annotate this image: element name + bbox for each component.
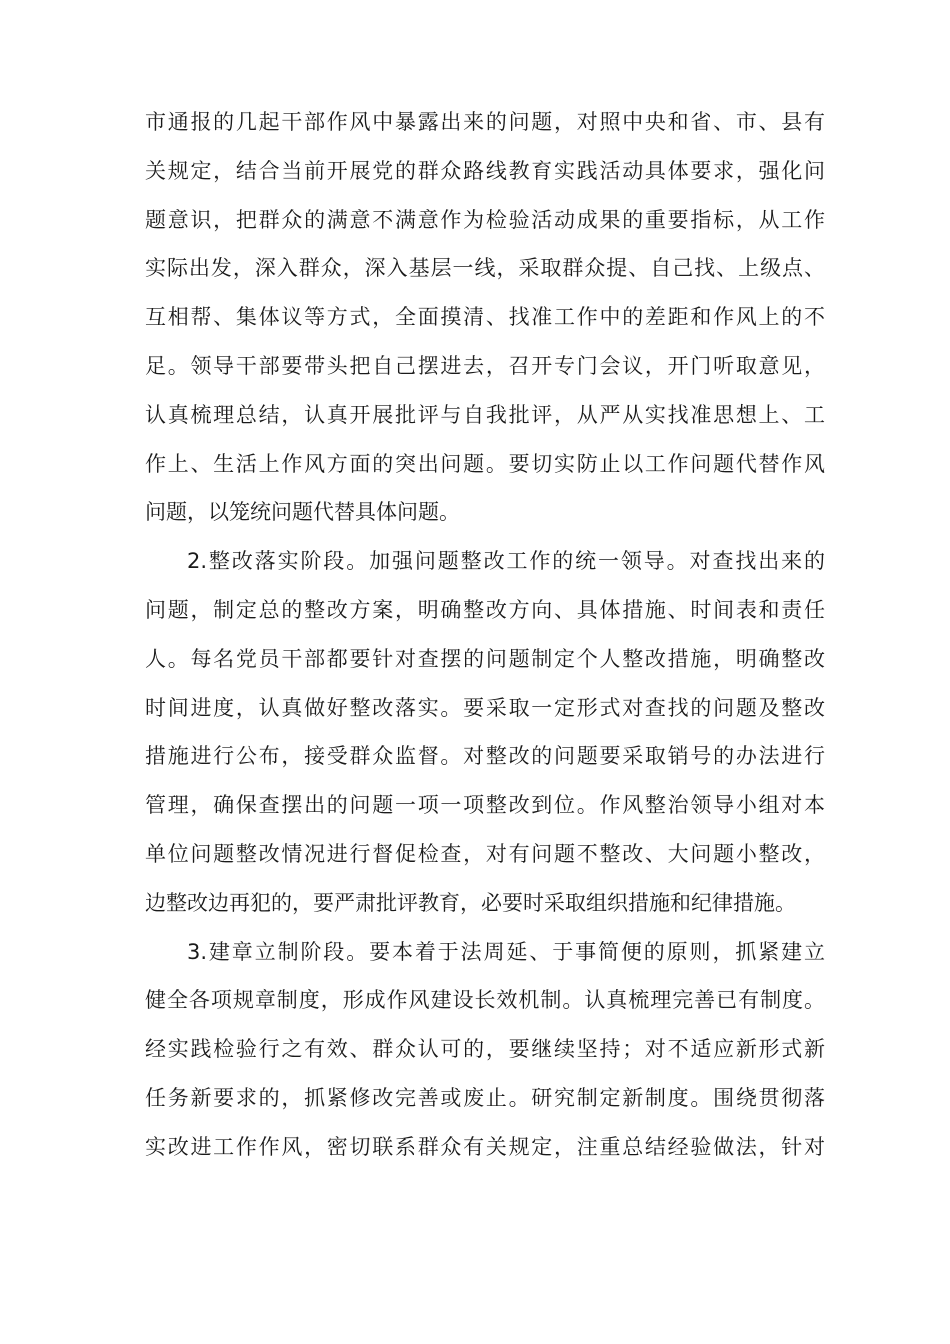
text-line: 关规定，结合当前开展党的群众路线教育实践活动具体要求，强化问 bbox=[145, 158, 825, 183]
text-line: 单位问题整改情况进行督促检查，对有问题不整改、大问题小整改， bbox=[145, 841, 825, 866]
text-line: 边整改边再犯的，要严肃批评教育，必要时采取组织措施和纪律措施。 bbox=[145, 890, 796, 915]
text-line: 管理，确保查摆出的问题一项一项整改到位。作风整治领导小组对本 bbox=[145, 793, 825, 818]
paragraph-1 bbox=[145, 98, 825, 537]
text-line: 2.整改落实阶段。加强问题整改工作的统一领导。对查找出来的 bbox=[187, 549, 825, 574]
paragraph-3 bbox=[145, 928, 825, 1172]
document-body bbox=[145, 98, 825, 1172]
text-line: 措施进行公布，接受群众监督。对整改的问题要采取销号的办法进行 bbox=[145, 744, 825, 769]
text-line: 问题，以笼统问题代替具体问题。 bbox=[145, 500, 460, 525]
text-line: 实改进工作作风，密切联系群众有关规定，注重总结经验做法，针对 bbox=[145, 1134, 825, 1159]
text-line: 足。领导干部要带头把自己摆进去，召开专门会议，开门听取意见， bbox=[145, 353, 825, 378]
text-line: 人。每名党员干部都要针对查摆的问题制定个人整改措施，明确整改 bbox=[145, 646, 825, 671]
text-line: 市通报的几起干部作风中暴露出来的问题，对照中央和省、市、县有 bbox=[145, 110, 825, 134]
text-line: 时间进度，认真做好整改落实。要采取一定形式对查找的问题及整改 bbox=[145, 695, 825, 720]
text-line: 题意识，把群众的满意不满意作为检验活动成果的重要指标，从工作 bbox=[145, 207, 825, 232]
text-line: 认真梳理总结，认真开展批评与自我批评，从严从实找准思想上、工 bbox=[145, 402, 825, 427]
text-line: 问题，制定总的整改方案，明确整改方向、具体措施、时间表和责任 bbox=[145, 597, 825, 622]
paragraph-2 bbox=[145, 537, 825, 927]
text-line: 作上、生活上作风方面的突出问题。要切实防止以工作问题代替作风 bbox=[145, 451, 825, 476]
text-line: 经实践检验行之有效、群众认可的，要继续坚持；对不适应新形式新 bbox=[145, 1037, 825, 1062]
text-line: 健全各项规章制度，形成作风建设长效机制。认真梳理完善已有制度。 bbox=[145, 988, 825, 1013]
text-line: 任务新要求的，抓紧修改完善或废止。研究制定新制度。围绕贯彻落 bbox=[145, 1085, 825, 1110]
text-line: 实际出发，深入群众，深入基层一线，采取群众提、自己找、上级点、 bbox=[145, 256, 825, 281]
text-line: 3.建章立制阶段。要本着于法周延、于事简便的原则，抓紧建立 bbox=[187, 939, 825, 964]
text-line: 互相帮、集体议等方式，全面摸清、找准工作中的差距和作风上的不 bbox=[145, 305, 825, 330]
